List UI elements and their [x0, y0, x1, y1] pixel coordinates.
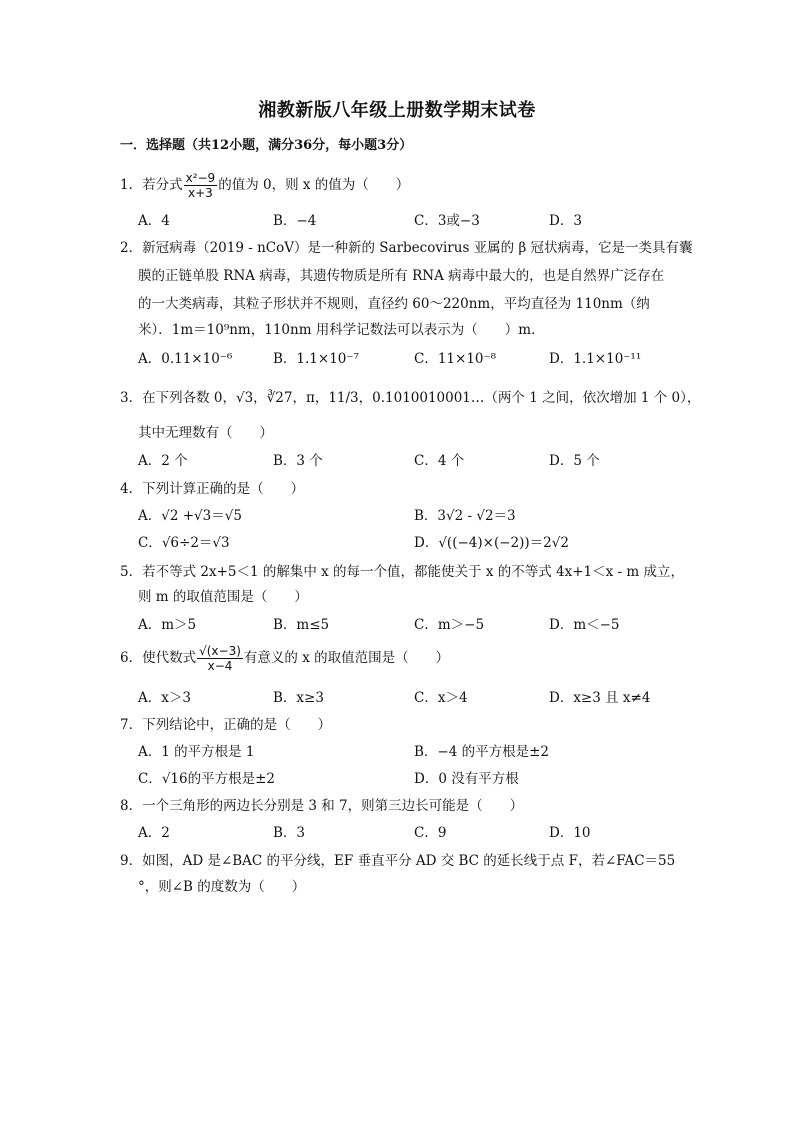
q7-option-b: B．−4 的平方根是±2	[414, 744, 550, 760]
q4-stem: 4．下列计算正确的是（ ）	[120, 481, 305, 497]
q2-option-b: B．1.1×10⁻⁷	[273, 351, 359, 367]
q9-line-2: °，则∠B 的度数为（ ）	[138, 879, 306, 895]
q8-option-c: C．9	[414, 825, 447, 841]
q6-option-b: B．x≥3	[273, 690, 324, 706]
q6-fraction	[197, 645, 243, 672]
q4-option-a: A．√2 +√3＝√5	[138, 508, 242, 524]
q5-line-2: 则 m 的取值范围是（ ）	[138, 589, 308, 605]
q9-line-1: 9．如图，AD 是∠BAC 的平分线，EF 垂直平分 AD 交 BC 的延长线于点 F，若∠FAC＝55	[120, 853, 676, 869]
q8-option-b: B．3	[273, 825, 306, 841]
q6-numerator: √(x−3)	[199, 644, 241, 658]
q8-option-a: A．2	[138, 825, 170, 841]
q1-option-c: C．3或−3	[414, 213, 480, 229]
q6-prefix: 6．使代数式	[120, 650, 197, 666]
q7-option-a: A．1 的平方根是 1	[138, 744, 255, 760]
q7-option-d: D．0 没有平方根	[414, 771, 519, 787]
q1-option-a: A．4	[138, 213, 170, 229]
q6-option-a: A．x＞3	[138, 690, 191, 706]
q4-option-d: D．√((−4)×(−2))＝2√2	[414, 535, 569, 551]
q5-option-d: D．m＜−5	[549, 617, 620, 633]
q8-option-d: D．10	[549, 825, 591, 841]
q2-option-a: A．0.11×10⁻⁶	[138, 351, 233, 367]
q2-option-d: D．1.1×10⁻¹¹	[549, 351, 642, 367]
question-6	[120, 645, 449, 672]
q6-option-c: C．x＞4	[414, 690, 468, 706]
q5-option-a: A．m＞5	[138, 617, 197, 633]
q6-option-d: D．x≥3 且 x≠4	[549, 690, 651, 706]
q1-option-d: D．3	[549, 213, 582, 229]
q3-line-2: 其中无理数有（ ）	[138, 425, 273, 441]
q3-option-c: C．4 个	[414, 453, 465, 469]
q1-prefix: 1．若分式	[120, 177, 183, 193]
q3-option-a: A．2 个	[138, 453, 188, 469]
q1-numerator: x²−9	[185, 171, 216, 185]
q3-option-d: D．5 个	[549, 453, 600, 469]
q6-denominator: x−4	[207, 659, 233, 673]
q2-line-4: 米）．1m＝10⁹nm，110nm 用科学记数法可以表示为（ ）m．	[138, 322, 545, 338]
question-1	[120, 172, 409, 199]
q8-stem: 8．一个三角形的两边长分别是 3 和 7，则第三边长可能是（ ）	[120, 798, 524, 814]
section-heading: 一．选择题（共12小题，满分36分，每小题3分）	[120, 138, 413, 153]
q1-option-b: B．−4	[273, 213, 317, 229]
page-title: 湘教新版八年级上册数学期末试卷	[258, 100, 536, 121]
q2-option-c: C．11×10⁻⁸	[414, 351, 497, 367]
q7-option-c: C．√16的平方根是±2	[138, 771, 276, 787]
q2-line-2: 膜的正链单股 RNA 病毒，其遗传物质是所有 RNA 病毒中最大的，也是自然界广泛存在	[138, 268, 665, 284]
q6-suffix: 有意义的 x 的取值范围是（ ）	[243, 650, 450, 666]
q3-option-b: B．3 个	[273, 453, 323, 469]
q2-line-1: 2．新冠病毒（2019 - nCoV）是一种新的 Sarbecovirus 亚属的 β 冠状病毒，它是一类具有囊	[120, 240, 693, 256]
q1-suffix: 的值为 0，则 x 的值为（ ）	[218, 177, 410, 193]
q5-line-1: 5．若不等式 2x+5＜1 的解集中 x 的每一个值，都能使关于 x 的不等式 4x+1＜x - m 成立，	[120, 564, 684, 580]
q4-option-c: C．√6÷2＝√3	[138, 535, 230, 551]
q7-stem: 7．下列结论中，正确的是（ ）	[120, 717, 332, 733]
q2-line-3: 的一大类病毒，其粒子形状并不规则，直径约 60～220nm，平均直径为 110nm（纳	[138, 296, 650, 312]
q3-line-1: 3．在下列各数 0，√3，∛27，π，11/3，0.1010010001…（两个 1 之间，依次增加 1 个 0），	[120, 390, 701, 406]
q1-fraction	[184, 172, 218, 199]
q5-option-c: C．m＞−5	[414, 617, 485, 633]
q4-option-b: B．3√2 - √2＝3	[414, 508, 516, 524]
q5-option-b: B．m≤5	[273, 617, 330, 633]
q1-denominator: x+3	[188, 186, 213, 200]
